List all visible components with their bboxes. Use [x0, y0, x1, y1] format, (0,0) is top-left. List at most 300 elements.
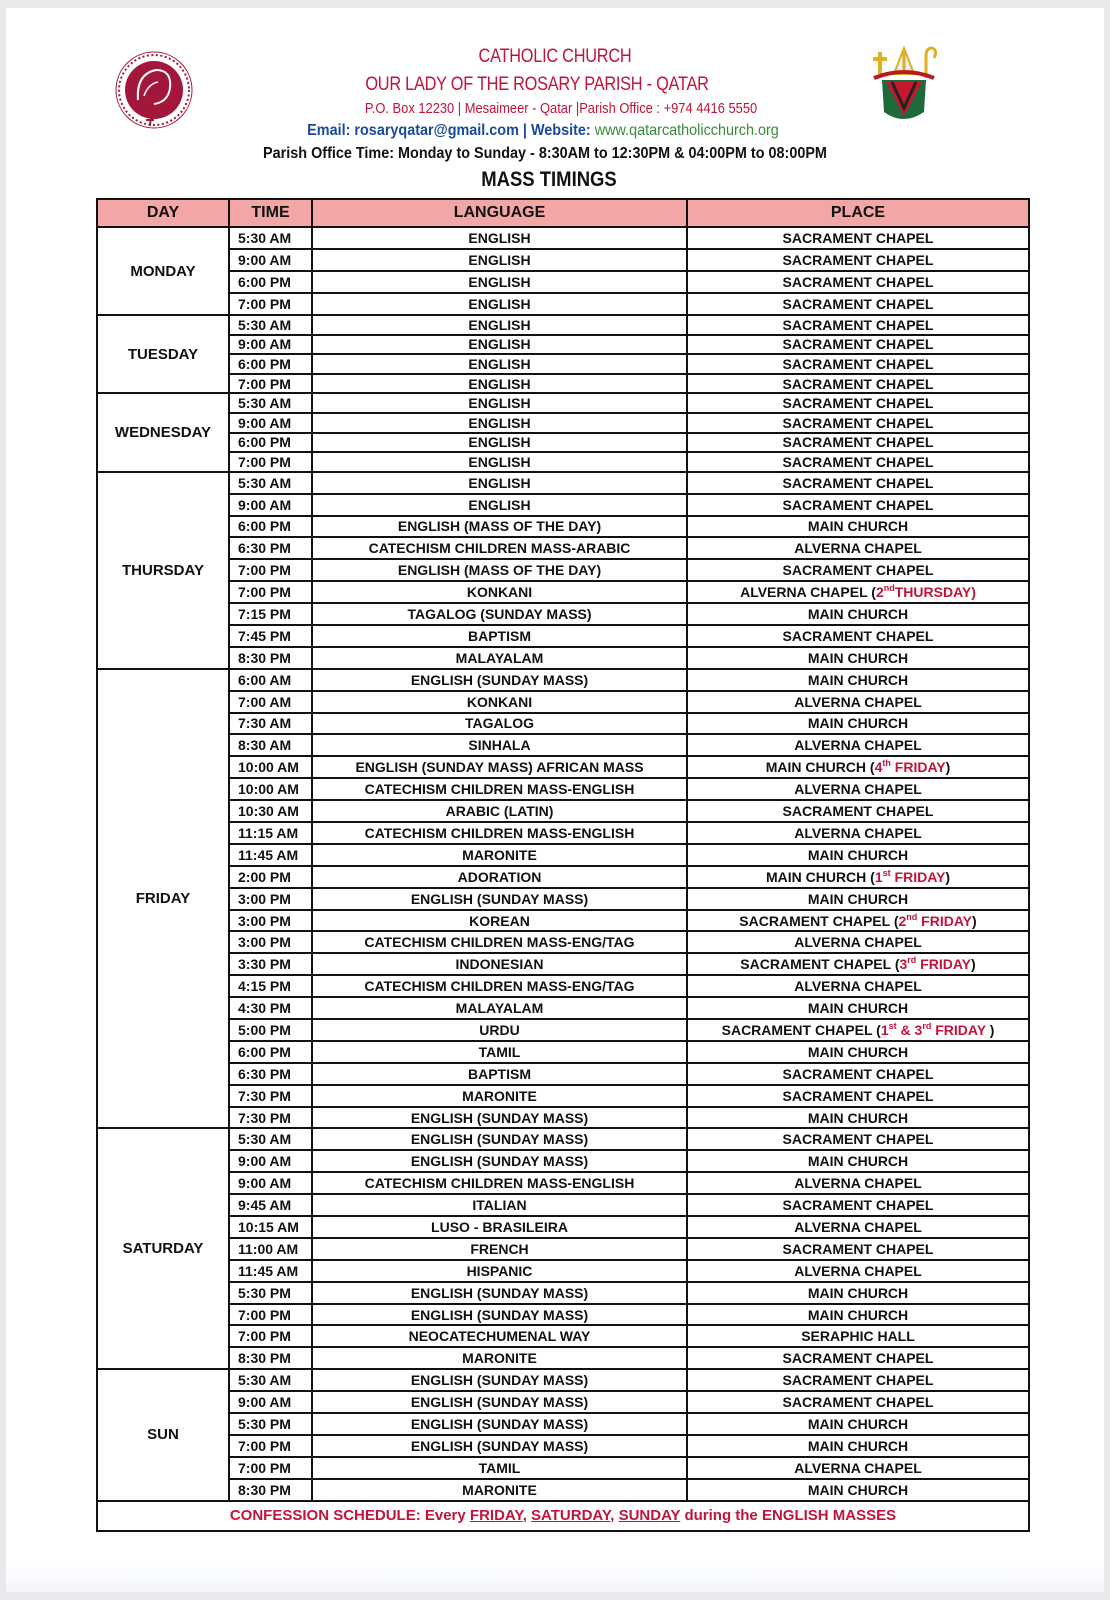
place-name: SACRAMENT CHAPEL: [782, 1131, 934, 1148]
language-cell: ENGLISH (SUNDAY MASS): [312, 1282, 687, 1304]
place-name: MAIN CHURCH: [807, 606, 909, 623]
language-cell: HISPANIC: [312, 1260, 687, 1282]
table-row: [97, 1063, 1029, 1085]
place-name: ALVERNA CHAPEL: [794, 934, 922, 951]
table-row: [97, 1150, 1029, 1172]
place-note-open: (: [893, 912, 899, 929]
time-cell: 10:00 AM: [229, 778, 312, 800]
language-cell: FRENCH: [312, 1238, 687, 1260]
place-note-ordinal-suffix: nd: [906, 911, 918, 922]
mass-timings-table: [96, 198, 1030, 1532]
place-note-day: FRIDAY: [916, 956, 972, 973]
website-link[interactable]: www.qatarcatholicchurch.org: [594, 122, 779, 139]
place-cell: [687, 1150, 1029, 1172]
place-note-close: ): [971, 956, 976, 973]
language-cell: ENGLISH (SUNDAY MASS): [312, 1391, 687, 1413]
time-cell: 5:30 AM: [229, 472, 312, 494]
place-cell: [687, 1369, 1029, 1391]
place-cell: [687, 1479, 1029, 1501]
table-row: [97, 888, 1029, 910]
place-note-ordinal: 2: [875, 584, 884, 601]
place-name: ALVERNA CHAPEL: [794, 540, 922, 557]
time-cell: 5:30 PM: [229, 1282, 312, 1304]
place-note-ordinal-suffix: nd: [883, 583, 895, 594]
place-note-close: ): [989, 1021, 995, 1038]
place-note-close: ): [972, 912, 977, 929]
place-name: SACRAMENT CHAPEL: [782, 562, 934, 579]
language-cell: ENGLISH: [312, 433, 687, 453]
table-row: [97, 1238, 1029, 1260]
place-name: MAIN CHURCH: [807, 1306, 909, 1323]
place-name: ALVERNA CHAPEL: [794, 693, 922, 710]
time-cell: 7:00 PM: [229, 452, 312, 472]
time-cell: 6:00 AM: [229, 669, 312, 691]
time-cell: 7:30 PM: [229, 1107, 312, 1129]
confession-comma-2: ,: [610, 1507, 619, 1525]
table-row: [97, 822, 1029, 844]
language-cell: ENGLISH: [312, 374, 687, 394]
table-row: [97, 374, 1029, 394]
place-cell: [687, 1238, 1029, 1260]
language-cell: MARONITE: [312, 1479, 687, 1501]
place-cell: [687, 472, 1029, 494]
table-row: [97, 647, 1029, 669]
language-cell: MARONITE: [312, 1085, 687, 1107]
table-row: [97, 1019, 1029, 1041]
time-cell: 6:00 PM: [229, 516, 312, 538]
table-row: [97, 1172, 1029, 1194]
table-row: [97, 452, 1029, 472]
parish-address: P.O. Box 12230 | Mesaimeer - Qatar |Parish Office : +974 4416 5550: [364, 100, 758, 117]
time-cell: 7:00 PM: [229, 559, 312, 581]
place-name: SACRAMENT CHAPEL: [782, 1394, 934, 1411]
table-row: [97, 413, 1029, 433]
language-cell: INDONESIAN: [312, 953, 687, 975]
table-row: [97, 844, 1029, 866]
time-cell: 6:00 PM: [229, 271, 312, 293]
day-cell: WEDNESDAY: [97, 393, 229, 471]
confession-day-friday: FRIDAY: [469, 1507, 523, 1525]
time-cell: 4:30 PM: [229, 997, 312, 1019]
day-cell: SATURDAY: [97, 1128, 229, 1369]
place-note-ordinal-suffix: st: [888, 1020, 897, 1031]
time-cell: 7:00 PM: [229, 1457, 312, 1479]
time-cell: 7:45 PM: [229, 625, 312, 647]
place-name: SACRAMENT CHAPEL: [721, 1021, 873, 1038]
place-cell: [687, 335, 1029, 355]
confession-day-sunday: SUNDAY: [618, 1507, 681, 1525]
place-cell: [687, 822, 1029, 844]
place-name: SACRAMENT CHAPEL: [782, 230, 934, 246]
place-name: MAIN CHURCH: [807, 518, 909, 535]
confession-comma-1: ,: [522, 1507, 532, 1525]
place-name: MAIN CHURCH: [765, 868, 867, 885]
language-cell: ENGLISH (SUNDAY MASS): [312, 1435, 687, 1457]
place-name: ALVERNA CHAPEL: [794, 781, 922, 798]
place-name: SACRAMENT CHAPEL: [782, 296, 934, 312]
table-row: [97, 756, 1029, 778]
place-name: ALVERNA CHAPEL: [794, 1459, 922, 1476]
time-cell: 7:00 PM: [229, 1435, 312, 1457]
time-cell: 6:00 PM: [229, 354, 312, 374]
time-cell: 3:30 PM: [229, 953, 312, 975]
language-cell: CATECHISM CHILDREN MASS-ARABIC: [312, 537, 687, 559]
table-row: [97, 713, 1029, 735]
place-cell: [687, 1172, 1029, 1194]
language-cell: ENGLISH: [312, 271, 687, 293]
language-cell: ENGLISH: [312, 293, 687, 315]
table-row: [97, 227, 1029, 249]
place-name: ALVERNA CHAPEL: [794, 1262, 922, 1279]
table-row: [97, 997, 1029, 1019]
place-cell: [687, 888, 1029, 910]
place-name: SACRAMENT CHAPEL: [739, 912, 890, 929]
place-note-day: THURSDAY): [894, 584, 976, 601]
place-name: MAIN CHURCH: [807, 1153, 909, 1170]
language-cell: LUSO - BRASILEIRA: [312, 1216, 687, 1238]
time-cell: 7:30 PM: [229, 1085, 312, 1107]
place-cell: [687, 433, 1029, 453]
place-cell: [687, 1325, 1029, 1347]
place-note-ordinal: 2: [898, 912, 907, 929]
time-cell: 11:45 AM: [229, 844, 312, 866]
church-name: CATHOLIC CHURCH: [478, 46, 632, 67]
table-row: [97, 393, 1029, 413]
language-cell: SINHALA: [312, 734, 687, 756]
place-note-ordinal: 1: [874, 868, 883, 885]
time-cell: 5:30 AM: [229, 315, 312, 335]
place-cell: [687, 931, 1029, 953]
place-note-ordinal-suffix-2: rd: [922, 1020, 932, 1031]
language-cell: NEOCATECHUMENAL WAY: [312, 1325, 687, 1347]
language-cell: CATECHISM CHILDREN MASS-ENG/TAG: [312, 931, 687, 953]
place-note-open: (: [870, 868, 875, 885]
time-cell: 10:00 AM: [229, 756, 312, 778]
place-cell: [687, 1107, 1029, 1129]
table-row: [97, 910, 1029, 932]
language-cell: ENGLISH: [312, 249, 687, 271]
place-name: MAIN CHURCH: [807, 1284, 909, 1301]
confession-day-saturday: SATURDAY: [531, 1507, 611, 1525]
time-cell: 7:00 PM: [229, 1304, 312, 1326]
place-cell: [687, 516, 1029, 538]
table-row: [97, 1369, 1029, 1391]
place-name: SACRAMENT CHAPEL: [782, 316, 934, 333]
place-name: MAIN CHURCH: [807, 649, 909, 666]
place-cell: [687, 1457, 1029, 1479]
time-cell: 3:00 PM: [229, 888, 312, 910]
place-cell: [687, 227, 1029, 249]
email-label: Email:: [307, 122, 351, 139]
office-time: Parish Office Time: Monday to Sunday - 8:30AM to 12:30PM & 04:00PM to 08:00PM: [263, 145, 827, 162]
place-cell: [687, 625, 1029, 647]
time-cell: 6:00 PM: [229, 433, 312, 453]
time-cell: 7:00 AM: [229, 691, 312, 713]
table-row: [97, 778, 1029, 800]
place-name: MAIN CHURCH: [807, 1481, 909, 1498]
table-row: [97, 472, 1029, 494]
table-row: [97, 315, 1029, 335]
place-cell: [687, 537, 1029, 559]
language-cell: CATECHISM CHILDREN MASS-ENG/TAG: [312, 975, 687, 997]
time-cell: 9:00 AM: [229, 249, 312, 271]
time-cell: 9:45 AM: [229, 1194, 312, 1216]
time-cell: 11:45 AM: [229, 1260, 312, 1282]
place-note-day: FRIDAY: [917, 912, 973, 929]
language-cell: TAMIL: [312, 1041, 687, 1063]
place-cell: [687, 1041, 1029, 1063]
place-cell: [687, 1085, 1029, 1107]
place-cell: [687, 1391, 1029, 1413]
place-cell: [687, 975, 1029, 997]
table-row: [97, 354, 1029, 374]
place-name: MAIN CHURCH: [765, 759, 870, 776]
table-row: [97, 1260, 1029, 1282]
place-name: MAIN CHURCH: [807, 1437, 909, 1454]
table-row: [97, 734, 1029, 756]
table-row: [97, 1413, 1029, 1435]
place-cell: [687, 778, 1029, 800]
column-header-day: DAY: [97, 199, 229, 227]
place-name: SACRAMENT CHAPEL: [782, 355, 934, 372]
place-cell: [687, 452, 1029, 472]
table-row: [97, 1041, 1029, 1063]
place-name: MAIN CHURCH: [807, 1415, 909, 1432]
time-cell: 5:30 AM: [229, 393, 312, 413]
time-cell: 7:00 PM: [229, 374, 312, 394]
confession-schedule: [97, 1501, 1029, 1531]
day-cell: MONDAY: [97, 227, 229, 315]
place-cell: [687, 800, 1029, 822]
place-cell: [687, 559, 1029, 581]
table-row: [97, 1107, 1029, 1129]
place-name: SACRAMENT CHAPEL: [782, 1350, 934, 1367]
place-name: SACRAMENT CHAPEL: [782, 434, 934, 451]
place-cell: [687, 910, 1029, 932]
place-name: ALVERNA CHAPEL: [794, 824, 922, 841]
column-header-time: TIME: [229, 199, 312, 227]
place-cell: [687, 997, 1029, 1019]
table-row: [97, 975, 1029, 997]
table-row: [97, 931, 1029, 953]
place-name: ALVERNA CHAPEL: [794, 1175, 922, 1192]
time-cell: 2:00 PM: [229, 866, 312, 888]
language-cell: ENGLISH (SUNDAY MASS): [312, 669, 687, 691]
language-cell: KONKANI: [312, 691, 687, 713]
time-cell: 8:30 PM: [229, 1479, 312, 1501]
place-cell: [687, 1413, 1029, 1435]
table-row: [97, 494, 1029, 516]
place-note-close: ): [945, 868, 951, 885]
email-link[interactable]: rosaryqatar@gmail.com: [354, 122, 519, 139]
confession-prefix: CONFESSION SCHEDULE: Every: [229, 1507, 470, 1525]
place-name: SACRAMENT CHAPEL: [782, 252, 934, 268]
table-row: [97, 249, 1029, 271]
place-cell: [687, 866, 1029, 888]
place-name: SACRAMENT CHAPEL: [782, 274, 934, 290]
table-row: [97, 669, 1029, 691]
table-row: [97, 603, 1029, 625]
language-cell: ENGLISH: [312, 315, 687, 335]
time-cell: 5:30 PM: [229, 1413, 312, 1435]
place-name: ALVERNA CHAPEL: [794, 737, 922, 754]
place-name: SACRAMENT CHAPEL: [782, 395, 934, 412]
time-cell: 9:00 AM: [229, 1150, 312, 1172]
table-row: [97, 1435, 1029, 1457]
time-cell: 11:00 AM: [229, 1238, 312, 1260]
place-cell: [687, 1347, 1029, 1369]
place-note-ordinal: 1: [880, 1021, 889, 1038]
contact-line: [44, 122, 1043, 140]
table-row: [97, 691, 1029, 713]
language-cell: MARONITE: [312, 844, 687, 866]
table-header-row: [97, 199, 1029, 227]
place-cell: [687, 315, 1029, 335]
time-cell: 9:00 AM: [229, 1172, 312, 1194]
time-cell: 7:15 PM: [229, 603, 312, 625]
table-row: [97, 866, 1029, 888]
language-cell: BAPTISM: [312, 625, 687, 647]
place-name: SACRAMENT CHAPEL: [782, 496, 934, 513]
language-cell: BAPTISM: [312, 1063, 687, 1085]
column-header-place: PLACE: [687, 199, 1029, 227]
place-note-and: & 3: [896, 1021, 923, 1038]
place-name: MAIN CHURCH: [807, 1000, 909, 1017]
place-cell: [687, 1128, 1029, 1150]
table-row: [97, 537, 1029, 559]
place-cell: [687, 393, 1029, 413]
place-name: MAIN CHURCH: [807, 846, 909, 863]
place-name: ALVERNA CHAPEL: [794, 978, 922, 995]
place-cell: [687, 713, 1029, 735]
language-cell: ENGLISH: [312, 472, 687, 494]
table-row: [97, 335, 1029, 355]
table-row: [97, 1304, 1029, 1326]
column-header-language: LANGUAGE: [312, 199, 687, 227]
place-name: MAIN CHURCH: [807, 671, 909, 688]
table-row: [97, 1325, 1029, 1347]
table-row: [97, 559, 1029, 581]
table-row: [97, 625, 1029, 647]
language-cell: ENGLISH: [312, 452, 687, 472]
language-cell: ENGLISH: [312, 354, 687, 374]
language-cell: ENGLISH: [312, 494, 687, 516]
table-row: [97, 1457, 1029, 1479]
place-cell: [687, 1063, 1029, 1085]
place-note-open: (: [871, 584, 876, 601]
place-cell: [687, 953, 1029, 975]
contact-separator: |: [522, 122, 527, 139]
place-cell: [687, 271, 1029, 293]
table-row: [97, 581, 1029, 603]
place-cell: [687, 413, 1029, 433]
place-note-ordinal-suffix: st: [882, 867, 891, 878]
time-cell: 9:00 AM: [229, 335, 312, 355]
time-cell: 6:30 PM: [229, 1063, 312, 1085]
place-name: MAIN CHURCH: [807, 890, 909, 907]
place-name: SERAPHIC HALL: [801, 1328, 915, 1345]
language-cell: ENGLISH (SUNDAY MASS): [312, 1107, 687, 1129]
time-cell: 9:00 AM: [229, 1391, 312, 1413]
time-cell: 6:30 PM: [229, 537, 312, 559]
place-cell: [687, 1019, 1029, 1041]
table-row: [97, 293, 1029, 315]
place-name: ALVERNA CHAPEL: [740, 584, 868, 601]
time-cell: 5:30 AM: [229, 1369, 312, 1391]
place-name: SACRAMENT CHAPEL: [782, 1240, 934, 1257]
table-row: [97, 1479, 1029, 1501]
time-cell: 8:30 AM: [229, 734, 312, 756]
place-name: SACRAMENT CHAPEL: [782, 1065, 934, 1082]
table-row: [97, 1391, 1029, 1413]
place-note-close: ): [945, 759, 951, 776]
language-cell: TAMIL: [312, 1457, 687, 1479]
place-note-day: FRIDAY: [890, 759, 946, 776]
table-row: [97, 1282, 1029, 1304]
table-row: [97, 433, 1029, 453]
language-cell: CATECHISM CHILDREN MASS-ENGLISH: [312, 822, 687, 844]
day-cell: SUN: [97, 1369, 229, 1500]
place-cell: [687, 647, 1029, 669]
language-cell: ADORATION: [312, 866, 687, 888]
place-cell: [687, 1435, 1029, 1457]
place-cell: [687, 756, 1029, 778]
language-cell: ENGLISH (SUNDAY MASS): [312, 1413, 687, 1435]
day-cell: THURSDAY: [97, 472, 229, 669]
place-name: SACRAMENT CHAPEL: [782, 627, 934, 644]
table-row: [97, 1347, 1029, 1369]
time-cell: 8:30 PM: [229, 1347, 312, 1369]
place-name: MAIN CHURCH: [807, 715, 909, 732]
language-cell: ARABIC (LATIN): [312, 800, 687, 822]
place-cell: [687, 603, 1029, 625]
place-name: SACRAMENT CHAPEL: [782, 1087, 934, 1104]
language-cell: URDU: [312, 1019, 687, 1041]
language-cell: MALAYALAM: [312, 997, 687, 1019]
language-cell: ENGLISH (SUNDAY MASS): [312, 1128, 687, 1150]
language-cell: ENGLISH (SUNDAY MASS): [312, 888, 687, 910]
place-note-ordinal: 4: [874, 759, 883, 776]
place-name: SACRAMENT CHAPEL: [782, 336, 934, 353]
place-cell: [687, 494, 1029, 516]
place-note-open: (: [894, 956, 900, 973]
confession-suffix: during the ENGLISH MASSES: [680, 1507, 897, 1525]
time-cell: 10:15 AM: [229, 1216, 312, 1238]
language-cell: MARONITE: [312, 1347, 687, 1369]
language-cell: ENGLISH: [312, 413, 687, 433]
place-cell: [687, 1194, 1029, 1216]
language-cell: ENGLISH (SUNDAY MASS): [312, 1369, 687, 1391]
place-cell: [687, 374, 1029, 394]
time-cell: 11:15 AM: [229, 822, 312, 844]
language-cell: KOREAN: [312, 910, 687, 932]
table-row: [97, 1128, 1029, 1150]
time-cell: 5:30 AM: [229, 1128, 312, 1150]
language-cell: ITALIAN: [312, 1194, 687, 1216]
language-cell: ENGLISH (SUNDAY MASS): [312, 1304, 687, 1326]
place-cell: [687, 691, 1029, 713]
language-cell: ENGLISH: [312, 227, 687, 249]
place-cell: [687, 293, 1029, 315]
table-row: [97, 800, 1029, 822]
language-cell: KONKANI: [312, 581, 687, 603]
place-cell: [687, 581, 1029, 603]
language-cell: CATECHISM CHILDREN MASS-ENGLISH: [312, 1172, 687, 1194]
language-cell: TAGALOG (SUNDAY MASS): [312, 603, 687, 625]
time-cell: 4:15 PM: [229, 975, 312, 997]
time-cell: 7:00 PM: [229, 293, 312, 315]
place-note-ordinal-suffix: rd: [907, 955, 917, 966]
